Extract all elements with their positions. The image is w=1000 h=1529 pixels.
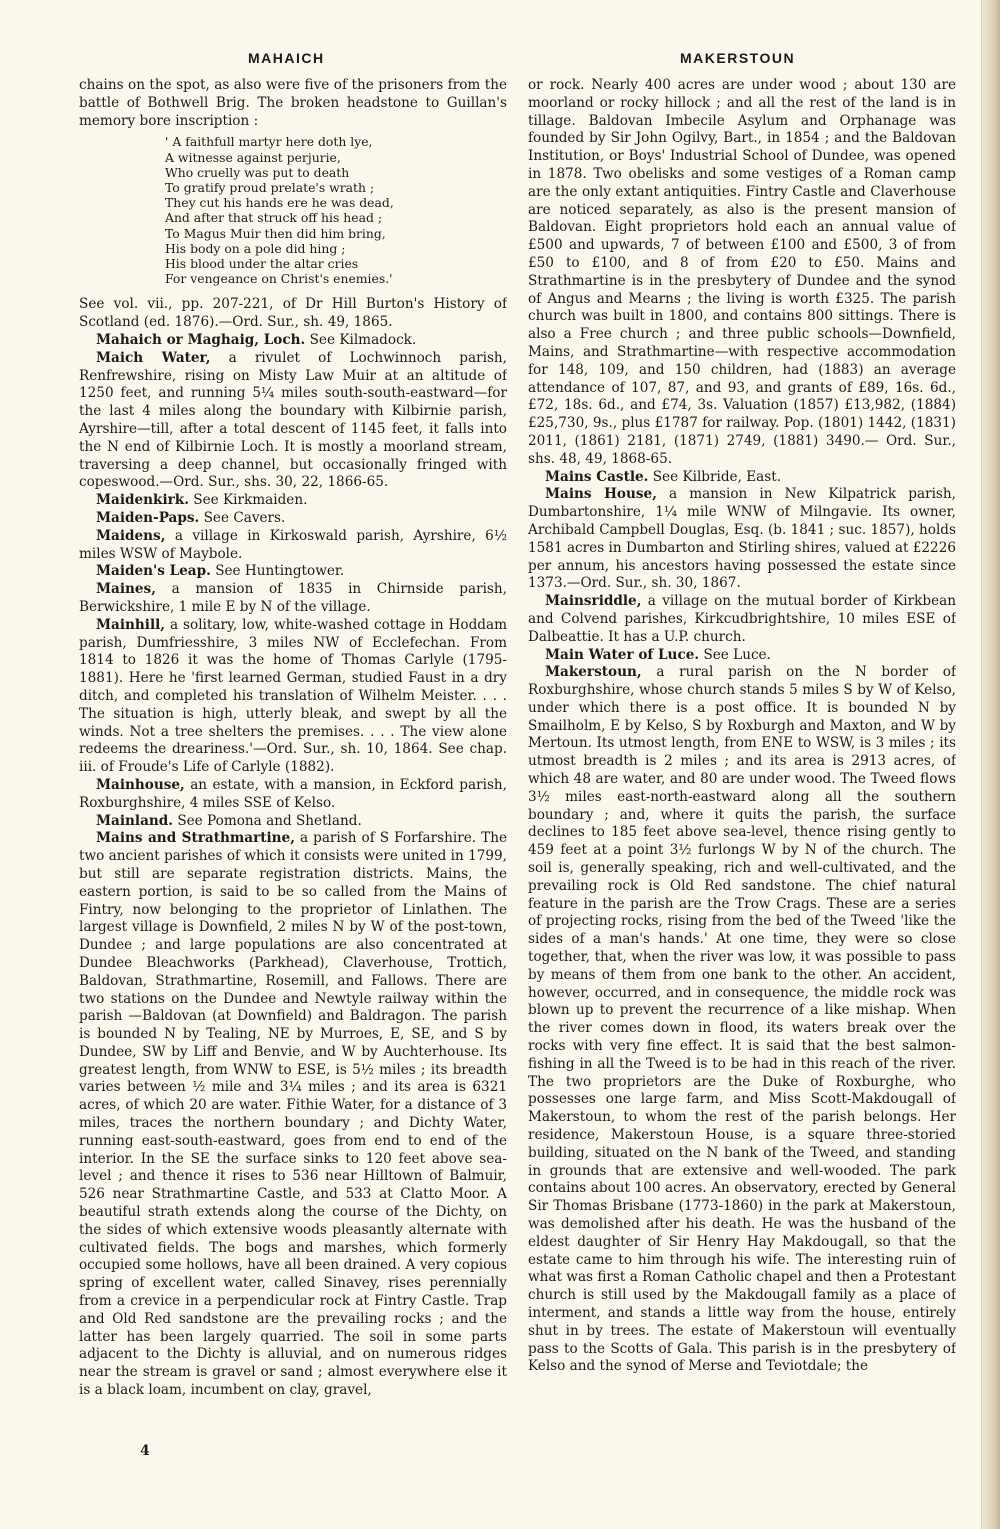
entry-text: a solitary, low, white-washed cottage in Hoddam parish, Dumfriesshire, 3 miles NW of Ecclefechan. From 1814 to 1826 it was the home of Thomas Carlyle (1795-1881). Here he 'first learned German, studied Faust in a dry ditch, and completed his translation of Wilhelm Meister. . . . The situation is high, utterly bleak, and swept by all the winds. Not a tree shelters the premises. . . . The view alone redeems the dreariness.'—Ord. Sur., sh. 10, 1864. See chap. iii. of Froude's Life of Carlyle (1882).: [79, 616, 507, 776]
poem-line: To Magus Muir then did him bring,: [165, 225, 386, 241]
gazetteer-entry: [79, 617, 507, 777]
entry-text: a rivulet of Lochwinnoch parish, Renfrewshire, rising on Misty Law Muir at an altitude of 1250 feet, and running 5¼ miles south-south-eastward—for the last 4 miles along the boundary with Kilbirnie parish, Ayrshire—till, after a total descent of 1145 feet, it falls into the N end of Kilbirnie Loch. It is mostly a moorland stream, traversing a deep channel, but occasionally fringed with copeswood.—Ord. Sur., shs. 30, 22, 1866-65.: [79, 349, 507, 491]
poem-line: His body on a pole did hing ;: [165, 240, 346, 256]
entry-headword: Mainhill,: [96, 616, 166, 633]
entry-text: a village in Kirkoswald parish, Ayrshire, 6½ miles WSW of Maybole.: [79, 527, 507, 562]
running-head-right: MAKERSTOUN: [680, 50, 796, 66]
entry-headword: Maidens,: [96, 527, 166, 544]
entry-text: See Cavers.: [203, 509, 286, 526]
entry-text: See Luce.: [703, 646, 771, 663]
entry-text: a village on the mutual border of Kirkbean and Colvend parishes, Kirkcudbrightshire, 10 miles ESE of Dalbeattie. It has a U.P. church.: [528, 593, 956, 645]
gazetteer-entry: [528, 469, 956, 487]
entry-text: a parish of S Forfarshire. The two ancient parishes of which it consists were united in 1799, but still are separate registration districts. Mains, the eastern portion, is said to be so called from the Mains of Fintry, now belonging to the proprietor of Linlathen. The largest village is Downfield, 2 miles N by W of the post-town, Dundee ; and large populations are also concentrated at Dundee Bleachworks (Parkhead), Claverhouse, Trottich, Baldovan, Strathmartine, Rosemill, and Fallows. There are two stations on the Dundee and Newtyle railway within the parish —Baldovan (at Downfield) and Baldragon. The parish is bounded N by Tealing, NE by Murroes, E, SE, and S by Dundee, SW by Liff and Benvie, and W by Auchterhouse. Its greatest length, from WNW to ESE, is 5½ miles ; its breadth varies between ½ mile and 3¼ miles ; and its area is 6321 acres, of which 20 are water. Fithie Water, for a distance of 3 miles, traces the northern boundary ; and Dichty Water, running east-south-eastward, goes from end to end of the interior. In the SE the surface sinks to 120 feet above sea-level ; and thence it rises to 536 near Hilltown of Balmuir, 526 near Strathmartine Castle, and 533 at Clatto Moor. A beautiful strath extends along the course of the Dichty, on the sides of which extensive woods pleasantly alternate with cultivated fields. The bogs and marshes, which formerly occupied some hollows, have all been drained. A very copious spring of excellent water, called Sinavey, rises perennially from a crevice in a perpendicular rock at Fintry Castle. Trap and Old Red sandstone are the prevailing rocks ; and the latter has been largely quarried. The soil in some parts adjacent to the Dichty is alluvial, and on numerous ridges near the stream is gravel or sand ; almost everywhere else it is a black loam, incumbent on clay, gravel,: [79, 830, 507, 1399]
gazetteer-entry: [79, 350, 507, 492]
poem-line: Who cruelly was put to death: [165, 164, 350, 180]
entry-text: See Kilbride, East.: [652, 468, 782, 485]
continued-paragraph: chains on the spot, as also were five of the prisoners from the battle of Bothwell Brig. The broken headstone to Guillan's memory bore inscription :: [79, 77, 507, 129]
gazetteer-entry: [79, 528, 507, 564]
page-number: 4: [140, 1443, 150, 1459]
poem-line: To gratify proud prelate's wrath ;: [165, 180, 375, 195]
entry-text: an estate, with a mansion, in Eckford parish, Roxburghshire, 4 miles SSE of Kelso.: [79, 776, 507, 811]
gazetteer-entry: [79, 581, 507, 617]
entry-headword: Mainsriddle,: [545, 593, 642, 610]
entry-headword: Main Water of Luce.: [545, 646, 700, 663]
gazetteer-entry: [79, 510, 507, 528]
entry-headword: Maiden's Leap.: [96, 563, 211, 580]
gazetteer-entry: [79, 332, 507, 350]
entry-headword: Maidenkirk.: [96, 492, 189, 509]
entry-text: a mansion in New Kilpatrick parish, Dumbartonshire, 1¼ mile WNW of Milngavie. Its owner, Archibald Campbell Douglas, Esq. (b. 1841 ; suc. 1857), holds 1581 acres in Dumbarton and Stirling shires, valued at £2226 per annum, his ancestors having possessed the estate since 1373.—Ord. Sur., sh. 30, 1867.: [528, 486, 956, 592]
poem-line: They cut his hands ere he was dead,: [165, 195, 394, 211]
poem-line: ' A faithfull martyr here doth lye,: [165, 134, 373, 150]
entry-text: See Pomona and Shetland.: [177, 812, 362, 829]
entry-text: a rural parish on the N border of Roxburghshire, whose church stands 5 miles S by W of Kelso, under which there is a post office. It is bounded N by Smailholm, E by Kelso, S by Roxburgh and Maxton, and W by Mertoun. Its utmost length, from ENE to WSW, is 3 miles ; its utmost breadth is 2 miles ; and its area is 2913 acres, of which 48 are water, and 80 are under wood. The Tweed flows 3½ miles east-north-eastward along all the southern boundary ; and, where it quits the parish, the surface declines to 185 feet above sea-level, thence rising gently to 459 feet at a point 3½ furlongs W by N of the church. The soil is, generally speaking, rich and well-cultivated, and the prevailing rock is Old Red sandstone. The chief natural feature in the parish are the Trow Crags. These are a series of projecting rocks, rising from the bed of the Tweed 'like the sides of a man's hands.' At one time, they were so close together, that, when the river was low, it was possible to pass by means of them from one bank to the other. An accident, however, occurred, and in consequence, the middle rock was blown up to prevent the recurrence of a like mishap. When the river comes down in flood, its waters break over the rocks with very fine effect. It is said that the best salmon-fishing in all the Tweed is to be had in this reach of the river. The two proprietors are the Duke of Roxburghe, who possesses one large farm, and Miss Scott-Makdougall of Makerstoun, to whom the rest of the parish belongs. Her residence, Makerstoun House, is a square three-storied building, situated on the N bank of the Tweed, and standing in grounds that are extensive and well-wooded. The park contains about 100 acres. An observatory, erected by General Sir Thomas Brisbane (1773-1860) in the park at Makerstoun, was demolished after his death. He was the husband of the eldest daughter of Sir Henry Hay Makdougall, so that the estate came to him through his wife. The interesting ruin of what was first a Roman Catholic chapel and then a Protestant church is still used by the Makdougall family as a place of interment, and stands a little way from the house, entirely shut in by trees. The estate of Makerstoun will eventually pass to the Scotts of Gala. This parish is in the presbytery of Kelso and the synod of Merse and Teviotdale; the: [528, 664, 956, 1375]
entry-headword: Mainland.: [96, 812, 173, 829]
page-edge: [981, 0, 1000, 1529]
entry-headword: Mains and Strathmartine,: [96, 830, 295, 847]
entry-headword: Mains House,: [545, 486, 657, 503]
left-column: [79, 77, 507, 1462]
gazetteer-entry: [528, 593, 956, 646]
entry-headword: Mahaich or Maghaig, Loch.: [96, 332, 306, 349]
poem-line: His blood under the altar cries: [165, 256, 359, 272]
entry-text: See Huntingtower.: [215, 563, 345, 580]
gazetteer-entry: [79, 563, 507, 581]
gazetteer-entry: [79, 830, 507, 1400]
entry-headword: Mains Castle.: [545, 468, 649, 485]
gazetteer-entry: [528, 647, 956, 665]
entry-headword: Maines,: [96, 581, 156, 598]
poem-line: For vengeance on Christ's enemies.': [165, 271, 393, 287]
entry-headword: Mainhouse,: [96, 776, 185, 793]
entry-text: See Kirkmaiden.: [193, 492, 308, 509]
running-head-left: MAHAICH: [248, 50, 325, 66]
gazetteer-entry: [528, 664, 956, 1376]
epitaph-poem: [165, 134, 507, 286]
entry-text: a mansion of 1835 in Chirnside parish, Berwickshire, 1 mile E by N of the village.: [79, 581, 507, 615]
poem-line: And after that struck off his head ;: [165, 210, 383, 226]
gazetteer-entry: [79, 813, 507, 831]
gazetteer-entry: [528, 486, 956, 593]
entry-headword: Maiden-Paps.: [96, 509, 200, 526]
gazetteer-entry: [79, 492, 507, 510]
poem-line: A witnesse against perjurie,: [165, 149, 341, 165]
entry-headword: Maich Water,: [96, 349, 211, 366]
entry-text: See Kilmadock.: [309, 332, 417, 349]
continued-paragraph: or rock. Nearly 400 acres are under wood ; about 130 are moorland or rocky hillock ; and all the rest of the land is in tillage. Baldovan Imbecile Asylum and Orphanage was founded by Sir John Ogilvy, Bart., in 1854 ; and the Baldovan Institution, or Boys' Industrial School of Dundee, was opened in 1878. Two obelisks and some vestiges of a Roman camp are the only extant antiquities. Fintry Castle and Claverhouse are noticed separately, as also is the present mansion of Baldovan. Eight proprietors hold each an annual value of £500 and upwards, 7 of between £100 and £500, 3 of from £50 to £100, and 8 of from £20 to £50. Mains and Strathmartine is in the presbytery of Dundee and the synod of Angus and Mearns ; the living is worth £325. The parish church was built in 1800, and contains 800 sittings. There is also a Free church ; and three public schools—Downfield, Mains, and Strathmartine—with respective accommodation for 148, 109, and 150 children, had (1883) an average attendance of 107, 87, and 93, and grants of £89, 16s. 6d., £72, 18s. 6d., and £74, 3s. Valuation (1857) £13,982, (1884) £25,730, 9s., plus £1787 for railway. Pop. (1801) 1442, (1831) 2011, (1861) 2181, (1871) 2749, (1881) 3490.— Ord. Sur., shs. 48, 49, 1868-65.: [528, 77, 956, 467]
right-column: [528, 77, 956, 1462]
reference-paragraph: See vol. vii., pp. 207-221, of Dr Hill Burton's History of Scotland (ed. 1876).—Ord. Sur., sh. 49, 1865.: [79, 296, 507, 331]
entry-headword: Makerstoun,: [545, 664, 642, 681]
gazetteer-entry: [79, 777, 507, 813]
